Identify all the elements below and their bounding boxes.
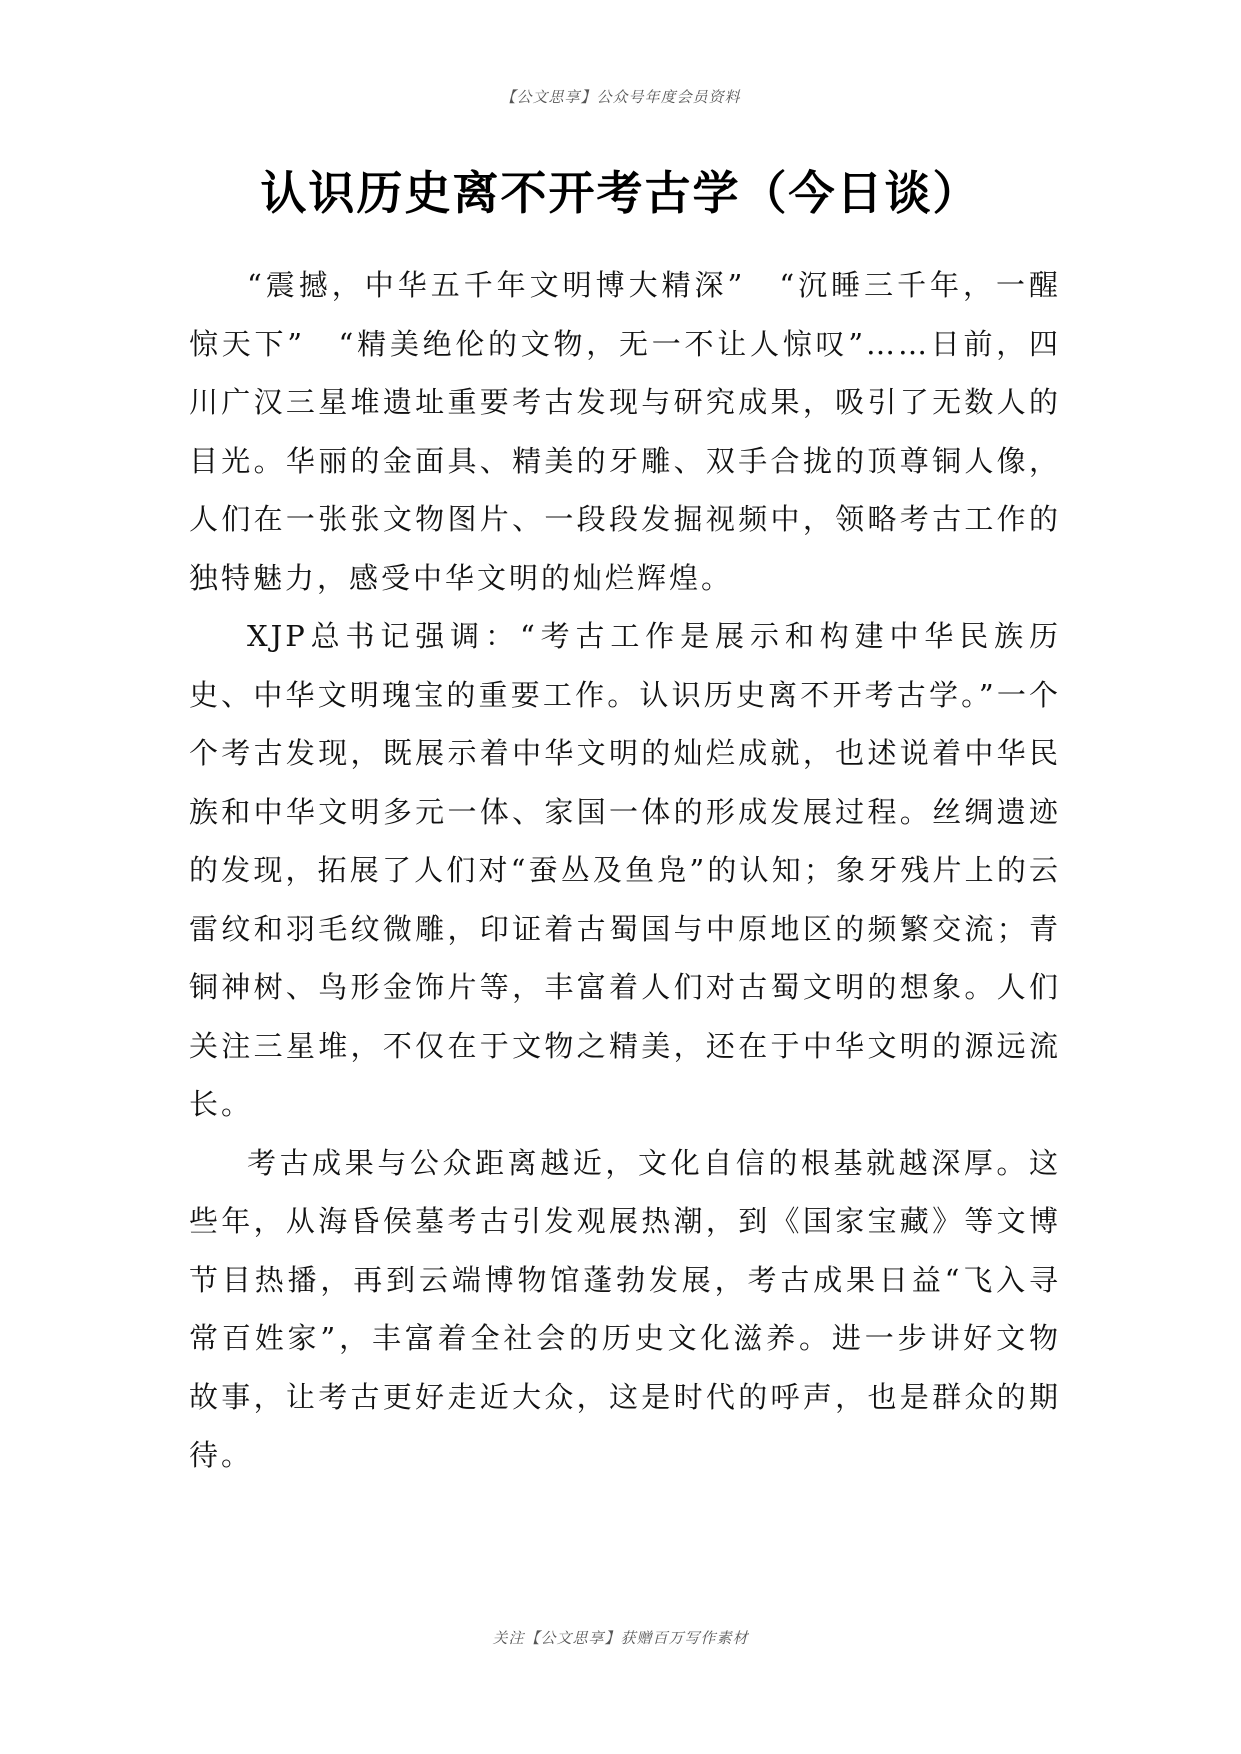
document-body — [189, 256, 1061, 1485]
page-header: 【公文思享】公众号年度会员资料 — [500, 88, 741, 106]
paragraph: 考古成果与公众距离越近，文化自信的根基就越深厚。这些年，从海昏侯墓考古引发观展热潮，到《国家宝藏》等文博节目热播，再到云端博物馆蓬勃发展，考古成果日益“飞入寻常百姓家”，丰富着全社会的历史文化滋养。进一步讲好文物故事，让考古更好走近大众，这是时代的呼声，也是群众的期待。 — [189, 1145, 1061, 1472]
document-title: 认识历史离不开考古学（今日谈） — [260, 166, 981, 220]
page-footer: 关注【公文思享】获赠百万写作素材 — [492, 1629, 749, 1647]
paragraph: “震撼，中华五千年文明博大精深” “沉睡三千年，一醒惊天下” “精美绝伦的文物，无一不让人惊叹”……日前，四川广汉三星堆遗址重要考古发现与研究成果，吸引了无数人的目光。华丽的金面具、精美的牙雕、双手合拢的顶尊铜人像，人们在一张张文物图片、一段段发掘视频中，领略考古工作的独特魅力，感受中华文明的灿烂辉煌。 — [189, 268, 1061, 595]
paragraph: XJP总书记强调：“考古工作是展示和构建中华民族历史、中华文明瑰宝的重要工作。认识历史离不开考古学。”一个个考古发现，既展示着中华文明的灿烂成就，也述说着中华民族和中华文明多元一体、家国一体的形成发展过程。丝绸遗迹的发现，拓展了人们对“蚕丛及鱼凫”的认知；象牙残片上的云雷纹和羽毛纹微雕，印证着古蜀国与中原地区的频繁交流；青铜神树、鸟形金饰片等，丰富着人们对古蜀文明的想象。人们关注三星堆，不仅在于文物之精美，还在于中华文明的源远流长。 — [189, 619, 1061, 1121]
